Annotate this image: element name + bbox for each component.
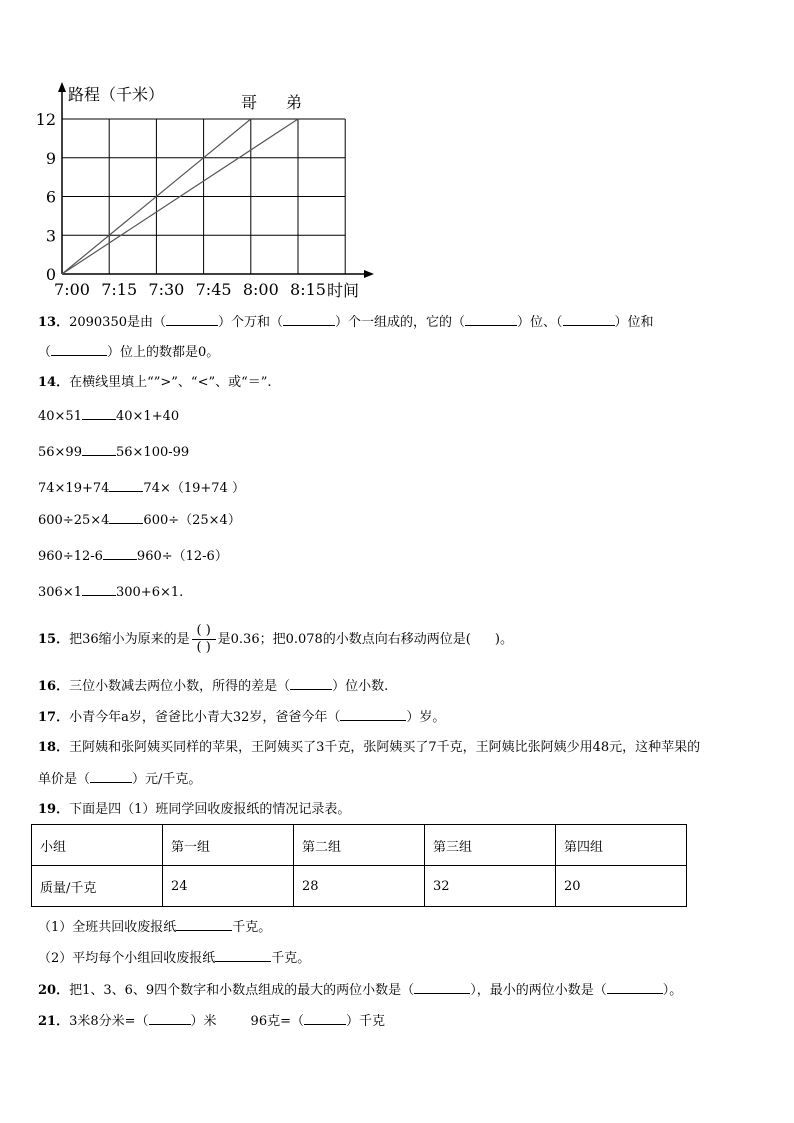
table-cell: 第三组 (425, 825, 556, 866)
y-tick-label: 3 (45, 226, 56, 246)
table-cell: 第二组 (294, 825, 425, 866)
x-tick-label: 7:30 (148, 280, 185, 299)
x-axis-arrow (364, 270, 374, 278)
table-header-row (32, 825, 687, 866)
question-14-title: 14．在横线里填上“”>”、“<”、或“＝”. (38, 375, 272, 390)
question-13: 13．2090350是由（ ）个万和（ ）个一组成的，它的（ ）位、（ ）位和 (38, 315, 654, 330)
y-tick-label: 12 (35, 110, 56, 129)
table-row (32, 866, 687, 907)
question-21: 21．3米8分米=（ ）米 96克=（ ）千克 (38, 1014, 385, 1029)
expression-left: 56×99 (38, 445, 82, 460)
expression-left: 306×1 (38, 585, 82, 600)
answer-blank[interactable] (82, 583, 116, 596)
expression-right: 960÷（12-6） (136, 549, 228, 564)
table-cell: 20 (556, 866, 687, 907)
question-14-item (38, 511, 241, 529)
expression-right: 74×（19+74 ） (143, 481, 245, 496)
y-tick-label: 9 (45, 148, 56, 168)
y-tick-label: 0 (45, 265, 56, 284)
x-tick-label: 8:00 (242, 280, 279, 299)
table-cell: 32 (425, 866, 556, 907)
question-18: 18．王阿姨和张阿姨买同样的苹果，王阿姨买了3千克，张阿姨买了7千克，王阿姨比张阿姨少用48元，这种苹果的 (38, 740, 701, 755)
table-cell: 28 (294, 866, 425, 907)
table-cell: 24 (163, 866, 294, 907)
series-label: 弟 (285, 93, 303, 112)
x-axis-label: 时间 (327, 281, 360, 300)
question-14-item (38, 479, 245, 497)
answer-blank[interactable] (109, 479, 143, 492)
question-20: 20．把1、3、6、9四个数字和小数点组成的最大的两位小数是（ ），最小的两位小数是（ ）。 (38, 983, 683, 998)
expression-left: 960÷12-6 (38, 549, 103, 564)
x-tick-label: 8:15 (290, 280, 326, 299)
question-14-item (38, 583, 183, 601)
answer-blank[interactable] (109, 511, 143, 524)
question-14-item (38, 547, 228, 565)
table-cell: 第一组 (163, 825, 294, 866)
expression-right: 56×100-99 (115, 445, 190, 460)
table-cell: 第四组 (556, 825, 687, 866)
x-tick-label: 7:45 (195, 280, 232, 299)
expression-left: 40×51 (38, 409, 82, 424)
question-19-title: 19．下面是四（1）班同学回收废报纸的情况记录表。 (38, 802, 351, 817)
fraction-blank: $\frac{( )}{( )}$ (192, 624, 216, 655)
question-14-item (38, 443, 189, 461)
question-14-item (38, 407, 179, 425)
answer-blank[interactable] (103, 547, 137, 560)
expression-right: 600÷（25×4） (143, 513, 241, 528)
x-tick-label: 7:15 (101, 280, 138, 299)
question-19-sub-1: （1）全班共回收废报纸 千克。 (38, 920, 272, 935)
question-17: 17．小青今年a岁，爸爸比小青大32岁，爸爸今年（ ）岁。 (38, 710, 446, 725)
expression-right: 40×1+40 (115, 409, 180, 424)
question-13-cont: （ ）位上的数都是0。 (38, 345, 220, 360)
table-cell: 小组 (32, 825, 163, 866)
question-19-sub-2: （2）平均每个小组回收废报纸 千克。 (38, 951, 311, 966)
question-16: 16．三位小数减去两位小数，所得的差是（ ）位小数. (38, 679, 389, 694)
series-label: 哥 (240, 93, 258, 112)
distance-time-chart (0, 0, 794, 310)
expression-left: 600÷25×4 (38, 513, 110, 528)
y-axis-label: 路程（千米） (68, 85, 165, 104)
question-15: 15．把36缩小为原来的是 $\frac{( )}{( )}$ 是0.36；把0.078的小数点向右移动两位是( )。 (38, 623, 513, 655)
answer-blank[interactable] (82, 443, 116, 456)
record-table (31, 824, 687, 907)
answer-blank[interactable] (82, 407, 116, 420)
table-cell: 质量/千克 (32, 866, 163, 907)
expression-right: 300+6×1. (115, 585, 184, 600)
question-18-cont: 单价是（ ）元/千克。 (38, 772, 202, 787)
expression-left: 74×19+74 (38, 481, 110, 496)
x-tick-label: 7:00 (54, 280, 90, 299)
y-tick-label: 6 (45, 187, 56, 207)
y-axis-arrow (58, 82, 66, 92)
